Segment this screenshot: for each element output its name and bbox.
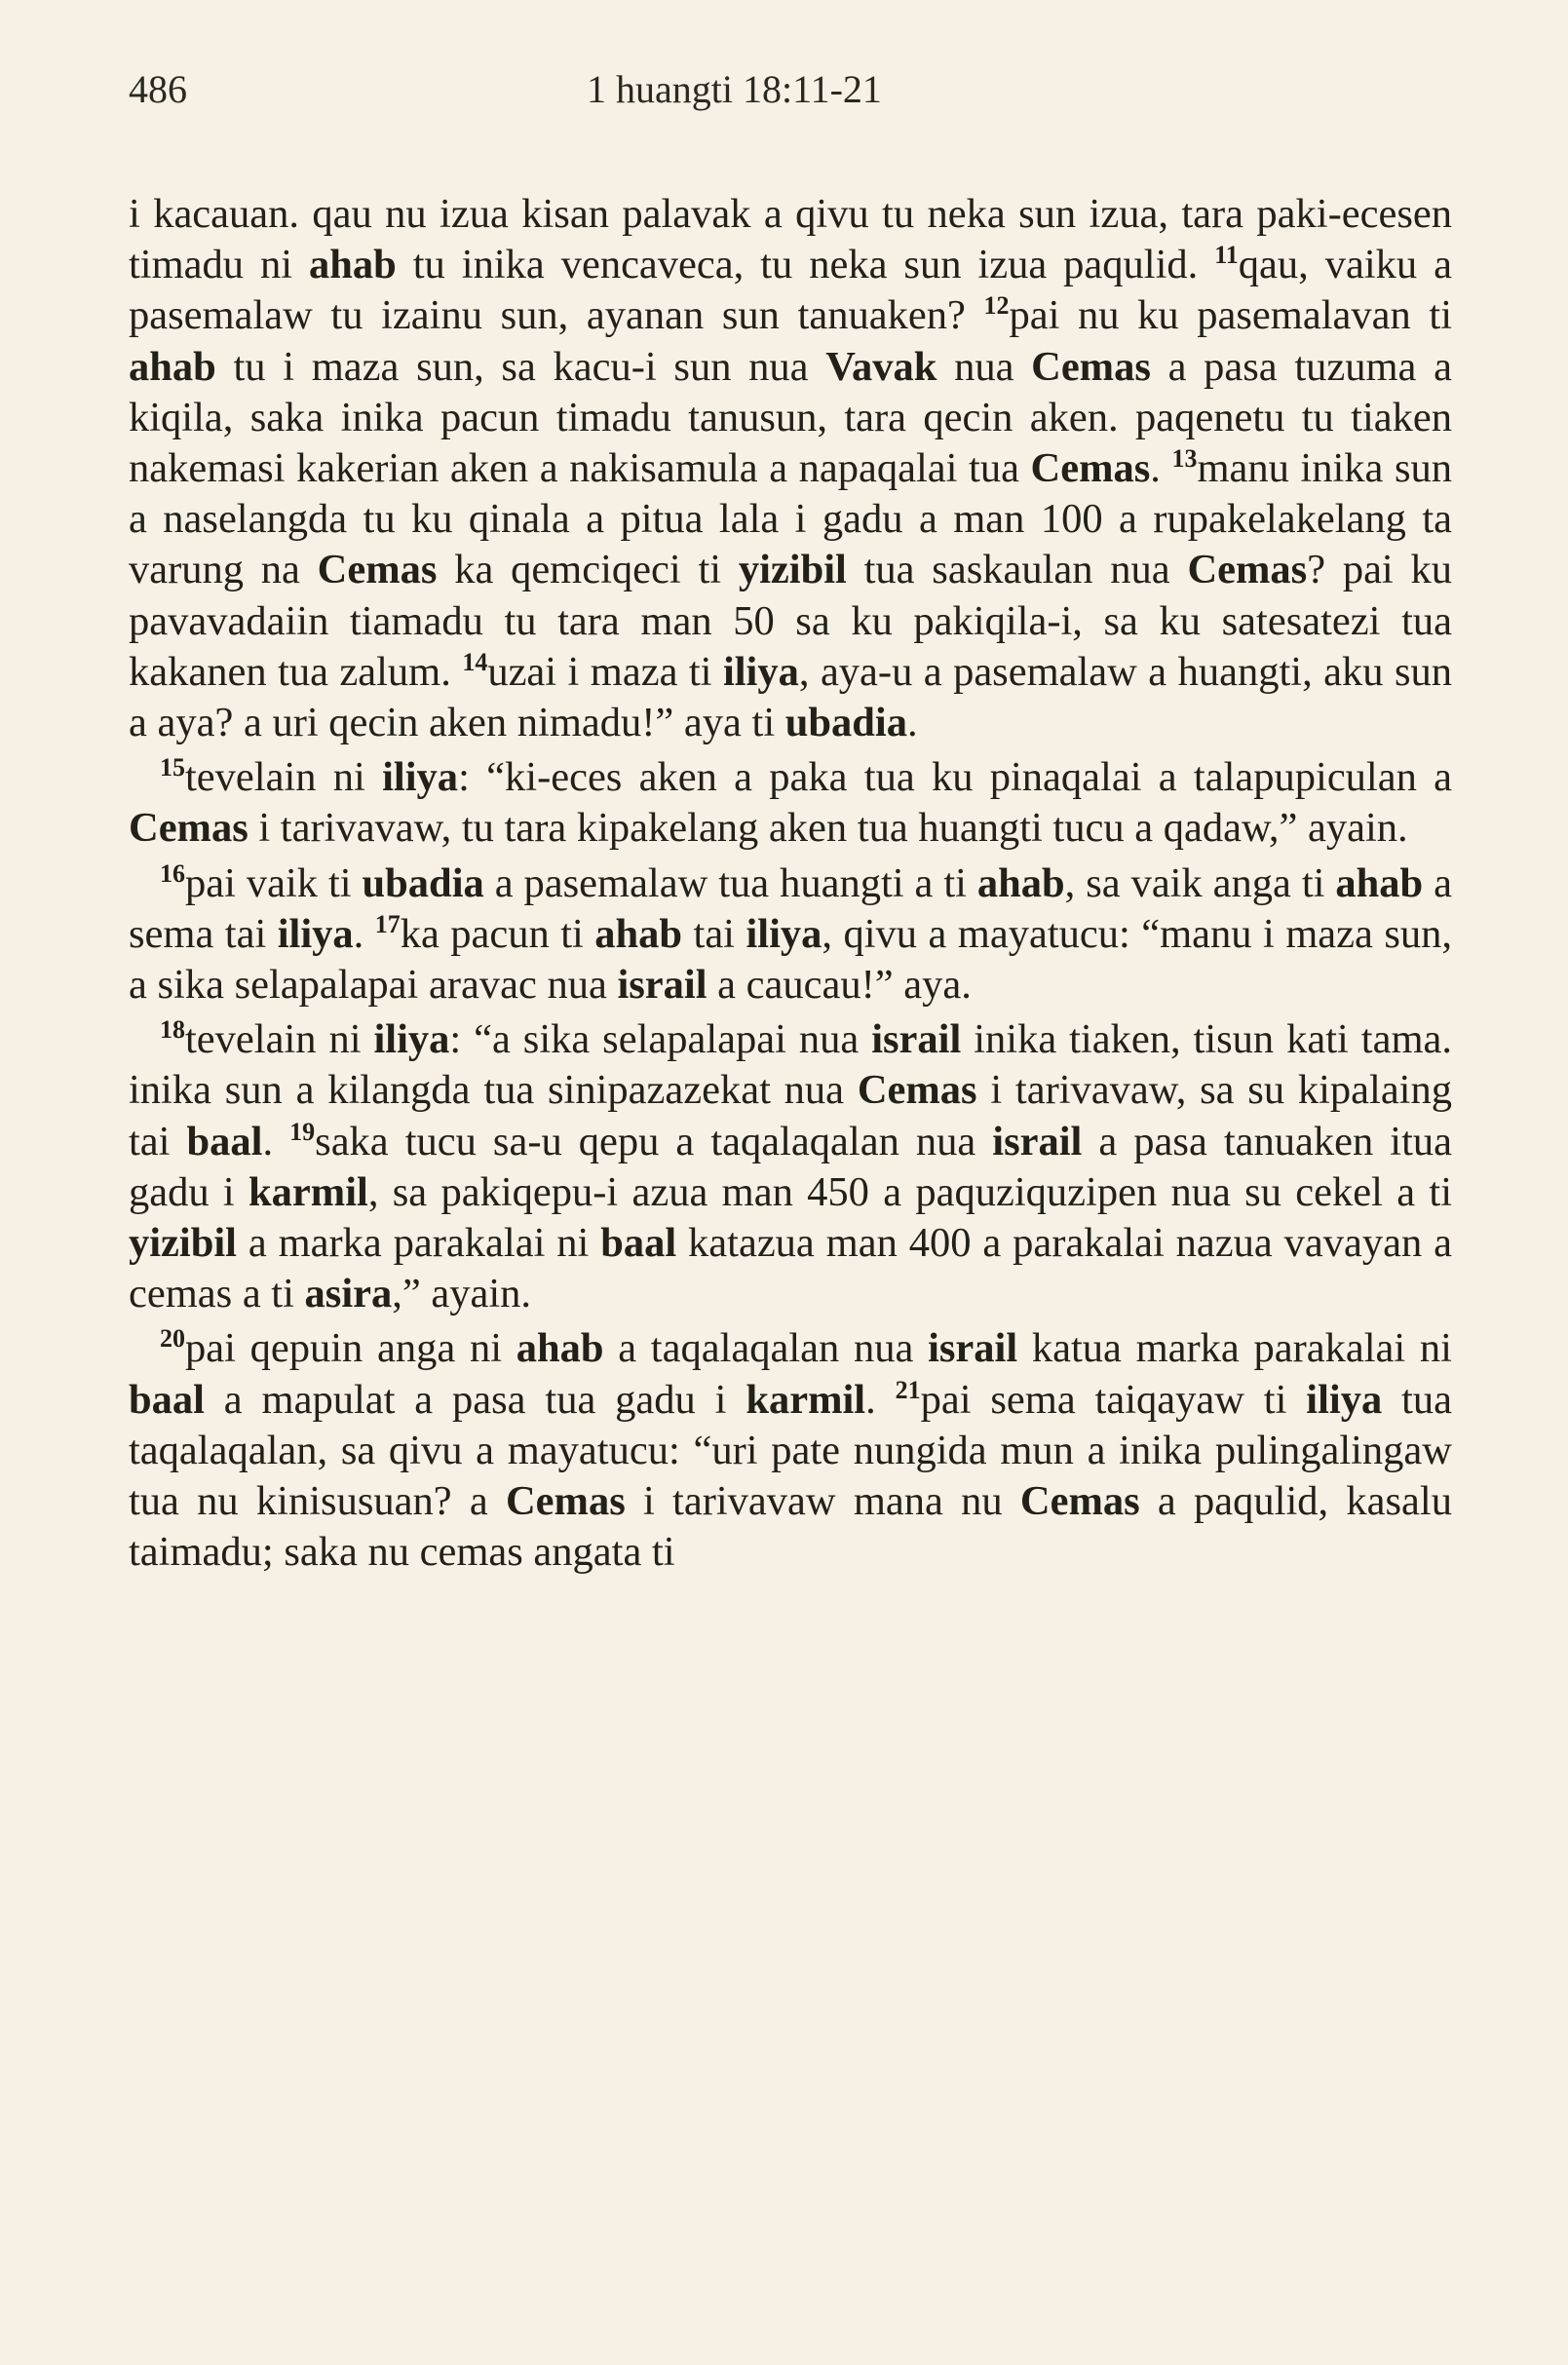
text-run: tua saskaulan nua	[846, 547, 1188, 593]
proper-name: karmil	[746, 1376, 866, 1423]
text-run: i tarivavaw mana nu	[625, 1478, 1020, 1525]
paragraph	[129, 858, 1452, 1011]
proper-name: baal	[129, 1376, 205, 1423]
proper-name: Cemas	[317, 547, 438, 593]
paragraph	[129, 1323, 1452, 1578]
text-run: a paqulid, kasalu taimadu; saka nu cemas angata ti	[129, 1478, 1452, 1576]
text-run: i kacauan. qau nu izua kisan palavak a qivu tu neka sun izua, tara paki-ecesen timadu ni	[129, 191, 1452, 288]
text-run: katazua man 400 a parakalai nazua vavayan a cemas a ti	[129, 1220, 1452, 1317]
proper-name: Cemas	[129, 805, 249, 852]
text-run: : “a sika selapalapai nua	[449, 1016, 872, 1063]
text-run: , sa vaik anga ti	[1064, 859, 1336, 906]
text-run: a mapulat a pasa tua gadu i	[204, 1376, 746, 1423]
verse-number: 15	[160, 753, 185, 782]
proper-name: Cemas	[505, 1478, 626, 1525]
scripture-text	[129, 189, 1452, 1578]
proper-name: Cemas	[1030, 445, 1151, 492]
paragraph	[129, 189, 1452, 748]
proper-name: yizibil	[738, 547, 847, 593]
page-header	[129, 66, 1434, 125]
text-run: tu inika vencaveca, tu neka sun izua paqulid.	[396, 242, 1215, 288]
text-run: i tarivavaw, sa su kipalaing tai	[129, 1067, 1452, 1164]
proper-name: iliya	[1306, 1376, 1383, 1423]
text-run: qau, vaiku a pasemalaw tu izainu sun, ayanan sun tanuaken?	[129, 242, 1452, 339]
proper-name: ubadia	[784, 700, 907, 746]
text-run: tu i maza sun, sa kacu-i sun nua	[215, 343, 826, 390]
text-run: : “ki-eces aken a paka tua ku pinaqalai a talapupiculan a	[458, 754, 1452, 801]
text-run: katua marka parakalai ni	[1017, 1325, 1452, 1372]
proper-name: israil	[871, 1016, 962, 1063]
text-run: a pasa tanuaken itua gadu i	[129, 1118, 1453, 1215]
verse-number: 14	[462, 647, 488, 676]
proper-name: yizibil	[129, 1220, 237, 1267]
verse-number: 18	[160, 1015, 185, 1045]
text-run: pai vaik ti	[185, 859, 363, 906]
text-run: , aya-u a pasemalaw a huangti, aku sun a aya? a uri qecin aken nimadu!” aya ti	[129, 648, 1453, 746]
text-run: .	[906, 700, 918, 746]
text-run: .	[865, 1376, 896, 1423]
text-run: pai sema taiqayaw ti	[920, 1376, 1307, 1423]
text-run: ,” ayain.	[392, 1271, 532, 1317]
text-run: pai qepuin anga ni	[185, 1325, 516, 1372]
text-run: ? pai ku pavavadaiin tiamadu tu tara man 50 sa ku pakiqila-i, sa ku satesatezi tua kakanen tua zalum.	[129, 547, 1453, 695]
proper-name: ahab	[309, 242, 397, 288]
text-run: .	[353, 910, 375, 957]
text-run: tua taqalaqalan, sa qivu a mayatucu: “uri pate nungida mun a inika pulingalingaw tua nu kinisusuan? a	[129, 1376, 1452, 1525]
text-run: tevelain ni	[185, 754, 383, 801]
verse-number: 16	[160, 858, 185, 888]
proper-name: baal	[186, 1118, 263, 1164]
verse-number: 11	[1214, 241, 1239, 270]
text-run: manu inika sun a naselangda tu ku qinala a pitua lala i gadu a man 100 a rupakelakelang ta varung na	[129, 445, 1453, 593]
proper-name: ubadia	[362, 859, 484, 906]
text-run: , qivu a mayatucu: “manu i maza sun, a sika selapalapai aravac nua	[129, 910, 1452, 1009]
verse-number: 21	[895, 1375, 921, 1404]
text-run: , sa pakiqepu-i azua man 450 a paquziquzipen nua su cekel a ti	[367, 1168, 1453, 1215]
text-run: uzai i maza ti	[487, 648, 723, 695]
text-run: tai	[682, 910, 746, 957]
text-run: .	[262, 1118, 290, 1164]
text-run: a taqalaqalan nua	[603, 1325, 929, 1372]
proper-name: iliya	[746, 910, 822, 957]
verse-number: 19	[289, 1117, 316, 1146]
verse-number: 12	[983, 291, 1010, 321]
proper-name: iliya	[373, 1016, 450, 1063]
proper-name: israil	[617, 962, 708, 1009]
verse-number: 17	[374, 909, 401, 938]
proper-name: israil	[928, 1325, 1018, 1372]
text-run: i tarivavaw, tu tara kipakelang aken tua huangti tucu a qadaw,” ayain.	[248, 805, 1408, 852]
proper-name: ahab	[976, 859, 1065, 906]
proper-name: israil	[992, 1118, 1083, 1164]
page-number: 486	[129, 67, 187, 111]
proper-name: asira	[304, 1271, 393, 1317]
paragraph	[129, 752, 1452, 854]
proper-name: Cemas	[1031, 343, 1151, 390]
proper-name: iliya	[382, 754, 459, 801]
text-run: ka qemciqeci ti	[437, 547, 739, 593]
proper-name: karmil	[249, 1168, 368, 1215]
text-run: pai nu ku pasemalavan ti	[1009, 292, 1452, 339]
text-run: a sema tai	[129, 859, 1452, 957]
verse-number: 20	[160, 1324, 185, 1354]
paragraph	[129, 1014, 1452, 1319]
text-run: a marka parakalai ni	[236, 1220, 601, 1267]
text-run: inika tiaken, tisun kati tama. inika sun a kilangda tua sinipazazekat nua	[129, 1016, 1452, 1114]
proper-name: Cemas	[857, 1067, 977, 1114]
proper-name: Vavak	[825, 343, 937, 390]
running-title: 1 huangti 18:11-21	[587, 67, 882, 111]
text-run: a caucau!” aya.	[707, 962, 972, 1009]
text-run: nua	[937, 343, 1032, 390]
proper-name: ahab	[129, 343, 216, 390]
verse-number: 13	[1171, 444, 1198, 474]
proper-name: ahab	[1335, 859, 1424, 906]
proper-name: Cemas	[1019, 1478, 1140, 1525]
proper-name: Cemas	[1187, 547, 1308, 593]
text-run: a pasa tuzuma a kiqila, saka inika pacun timadu tanusun, tara qecin aken. paqenetu tu tiaken nakemasi kakerian aken a nakisamula a napaqalai tua	[129, 343, 1452, 492]
text-run: ka pacun ti	[400, 910, 595, 957]
text-run: tevelain ni	[185, 1016, 374, 1063]
proper-name: iliya	[277, 910, 354, 957]
proper-name: ahab	[594, 910, 683, 957]
proper-name: ahab	[516, 1325, 604, 1372]
text-run: .	[1150, 445, 1172, 492]
proper-name: baal	[600, 1220, 677, 1267]
text-run: a pasemalaw tua huangti a ti	[483, 859, 977, 906]
text-run: saka tucu sa-u qepu a taqalaqalan nua	[315, 1118, 993, 1164]
proper-name: iliya	[722, 648, 799, 695]
